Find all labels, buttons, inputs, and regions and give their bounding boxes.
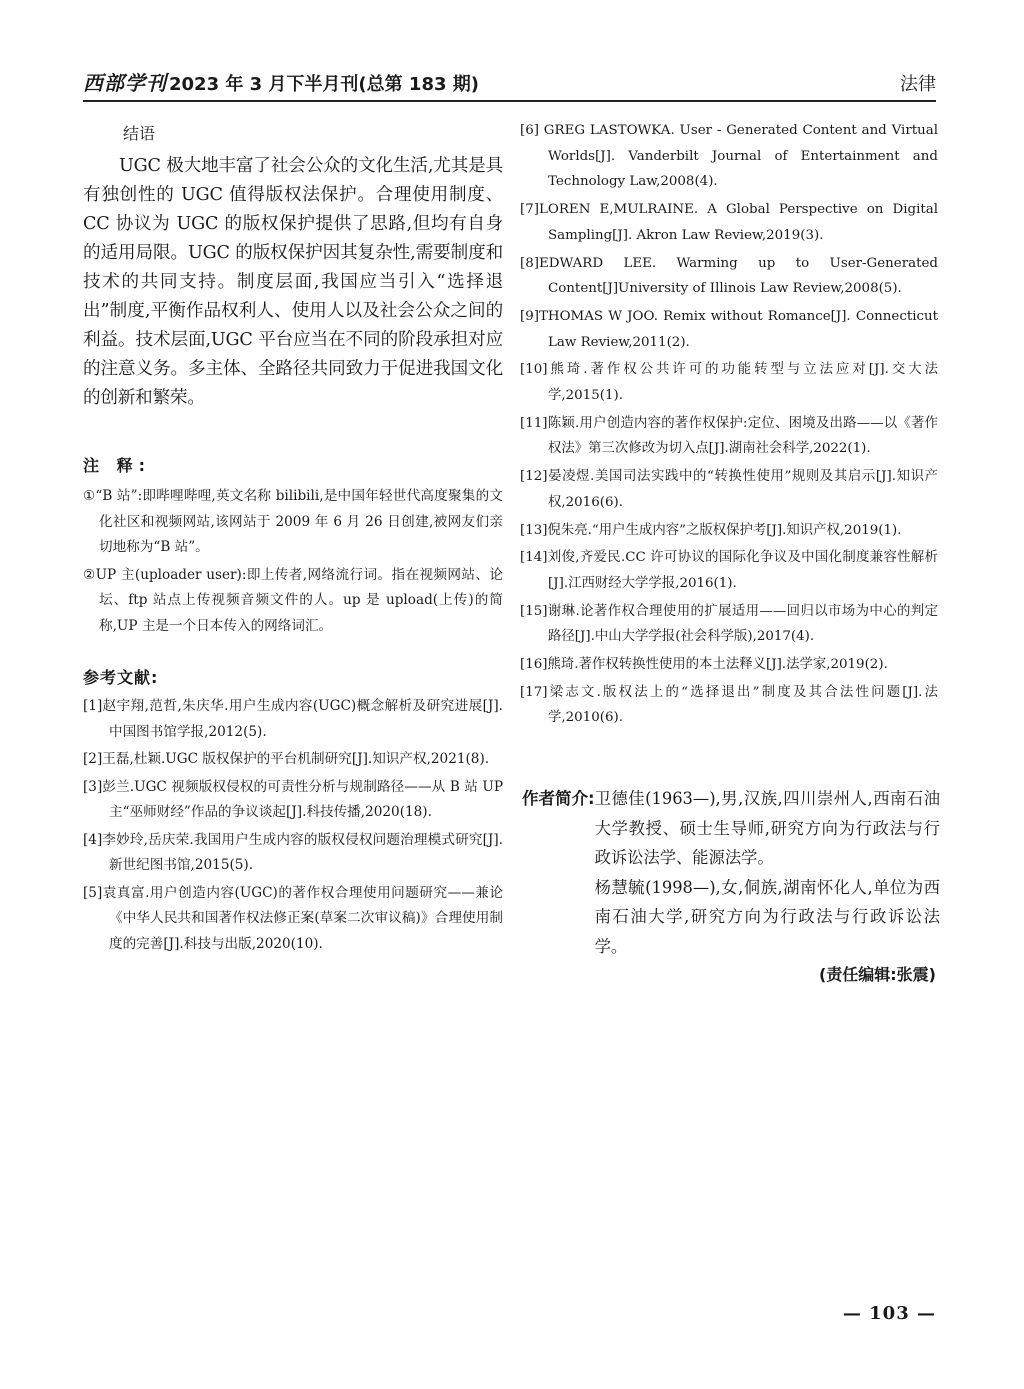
- author-bio-1: 卫德佳(1963—),男,汉族,四川崇州人,西南石油大学教授、硕士生导师,研究方向为行政法与行政诉讼法学、能源法学。: [594, 789, 940, 868]
- reference-item: [2]王磊,杜颖.UGC 版权保护的平台机制研究[J].知识产权,2021(8).: [83, 751, 490, 767]
- author-bio-text: [595, 784, 940, 962]
- note-item: ①“B 站”:即哔哩哔哩,英文名称 bilibili,是中国年轻世代高度聚集的文化社区和视频网站,该网站于 2009 年 6 月 26 日创建,被网友们亲切地称为“B 站”。: [83, 488, 503, 555]
- reference-item: [9]THOMAS W JOO. Remix without Romance[J]. Connecticut Law Review,2011(2).: [520, 308, 938, 350]
- journal-logo: 西部学刊: [83, 71, 167, 95]
- reference-item: [17]梁志文.版权法上的“选择退出”制度及其合法性问题[J].法学,2010(6).: [520, 684, 938, 726]
- conclusion-paragraph: UGC 极大地丰富了社会公众的文化生活,尤其是具有独创性的 UGC 值得版权法保护。合理使用制度、CC 协议为 UGC 的版权保护提供了思路,但均有自身的适用局限。UGC 的版权保护因其复杂性,需要制度和技术的共同支持。制度层面,我国应当引入“选择退出”制度,平衡作品权利人、使用人以及社会公众之间的利益。技术层面,UGC 平台应当在不同的阶段承担对应的注意义务。多主体、全路径共同致力于促进我国文化的创新和繁荣。: [83, 156, 503, 408]
- note-item: ②UP 主(uploader user):即上传者,网络流行词。指在视频网站、论坛、ftp 站点上传视频音频文件的人。up 是 upload(上传)的简称,UP 主是一个日本传入的网络词汇。: [83, 566, 503, 634]
- journal-title: [83, 67, 479, 100]
- reference-item: [7]LOREN E,MULRAINE. A Global Perspective on Digital Sampling[J]. Akron Law Review,2019(3).: [520, 202, 938, 243]
- reference-item: [15]谢琳.论著作权合理使用的扩展适用——回归以市场为中心的判定路径[J].中山大学学报(社会科学版),2017(4).: [520, 603, 938, 645]
- conclusion-heading: 结语: [123, 124, 156, 143]
- responsible-editor: (责任编辑:张震): [818, 965, 936, 984]
- reference-item: [13]倪朱亮.“用户生成内容”之版权保护考[J].知识产权,2019(1).: [520, 522, 902, 538]
- reference-item: [14]刘俊,齐爱民.CC 许可协议的国际化争议及中国化制度兼容性解析[J].江西财经大学学报,2016(1).: [520, 550, 938, 591]
- author-bio-label: 作者简介:: [522, 789, 595, 808]
- reference-item: [4]李妙玲,岳庆荣.我国用户生成内容的版权侵权问题治理模式研究[J].新世纪图书馆,2015(5).: [83, 831, 503, 873]
- reference-item: [16]熊琦.著作权转换性使用的本土法释义[J].法学家,2019(2).: [520, 657, 888, 673]
- references-heading: 参考文献:: [83, 668, 159, 687]
- reference-item: [10]熊琦.著作权公共许可的功能转型与立法应对[J].交大法学,2015(1).: [520, 362, 938, 404]
- section-name: 法律: [900, 74, 936, 95]
- page-header: [83, 70, 936, 102]
- author-bio-2: 杨慧毓(1998—),女,侗族,湖南怀化人,单位为西南石油大学,研究方向为行政法与行政诉讼法学。: [594, 877, 940, 956]
- reference-item: [3]彭兰.UGC 视频版权侵权的可责性分析与规制路径——从 B 站 UP 主“巫师财经”作品的争议谈起[J].科技传播,2020(18).: [83, 778, 503, 820]
- reference-item: [11]陈颖.用户创造内容的著作权保护:定位、困境及出路——以《著作权法》第三次修改为切入点[J].湖南社会科学,2022(1).: [520, 415, 938, 457]
- author-bio: [522, 784, 940, 962]
- reference-item: [8]EDWARD LEE. Warming up to User-Generated Content[J]University of Illinois Law Review,2008(5).: [520, 255, 938, 297]
- journal-issue: 2023 年 3 月下半月刊(总第 183 期): [169, 74, 479, 95]
- notes-heading: 注 释:: [83, 456, 151, 475]
- page-number: — 103 —: [842, 1303, 936, 1324]
- right-column: [520, 118, 938, 733]
- reference-item: [1]赵宇翔,范哲,朱庆华.用户生成内容(UGC)概念解析及研究进展[J].中国图书馆学报,2012(5).: [83, 698, 503, 740]
- left-column: [83, 115, 503, 959]
- reference-item: [5]袁真富.用户创造内容(UGC)的著作权合理使用问题研究——兼论《中华人民共和国著作权法修正案(草案二次审议稿)》合理使用制度的完善[J].科技与出版,2020(10).: [83, 884, 503, 952]
- reference-item: [12]晏凌煜.美国司法实践中的“转换性使用”规则及其启示[J].知识产权,2016(6).: [520, 469, 938, 510]
- reference-item: [6] GREG LASTOWKA. User - Generated Content and Virtual Worlds[J]. Vanderbilt Journal of Entertainment and Technology Law,2008(4).: [520, 123, 938, 190]
